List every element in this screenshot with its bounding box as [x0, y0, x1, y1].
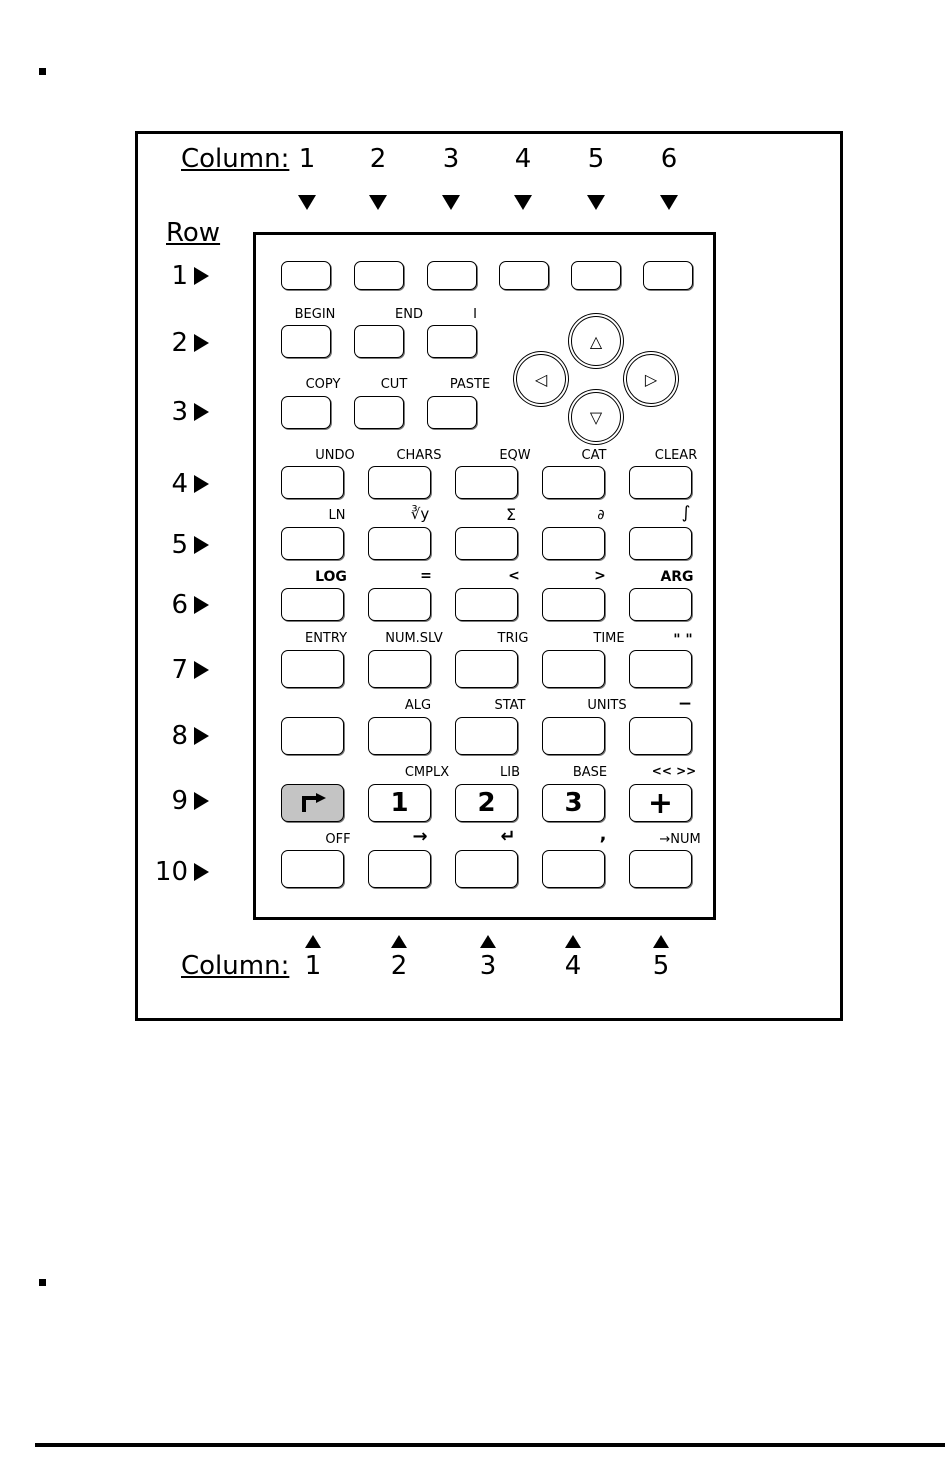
row-label-4: 4 — [171, 469, 188, 499]
shift-label: TRIG — [497, 631, 529, 646]
key-r6-c3[interactable] — [455, 588, 518, 621]
key-r8-c1[interactable] — [281, 717, 344, 755]
shift-label: CUT — [380, 377, 408, 392]
up-arrow-icon — [480, 935, 496, 948]
shift-label: CHARS — [396, 448, 442, 463]
key-r8-c3[interactable] — [455, 717, 518, 755]
row-label-5: 5 — [171, 530, 188, 560]
row-label-7: 7 — [171, 655, 188, 685]
bullet-bottom — [39, 1279, 46, 1286]
top-column-title: Column: — [181, 144, 290, 174]
bottom-column-3: 3 — [479, 951, 497, 981]
top-column-2: 2 — [369, 144, 387, 174]
key-r5-c1[interactable] — [281, 527, 344, 560]
key-r7-c5[interactable] — [629, 650, 692, 688]
right-shift-key[interactable] — [281, 784, 344, 822]
key-r8-c5[interactable] — [629, 717, 692, 755]
key-r5-c4[interactable] — [542, 527, 605, 560]
right-arrow-icon — [194, 334, 209, 352]
shift-label: STAT — [494, 698, 526, 713]
key-r1-c4[interactable] — [499, 261, 549, 290]
bottom-column-title: Column: — [181, 951, 290, 981]
right-arrow-key[interactable] — [626, 354, 676, 404]
key-r8-c2[interactable] — [368, 717, 431, 755]
right-arrow-icon — [194, 596, 209, 614]
row-label-2: 2 — [171, 328, 188, 358]
row-label-3: 3 — [171, 397, 188, 427]
top-column-4: 4 — [514, 144, 532, 174]
down-arrow-icon — [660, 195, 678, 210]
shift-label: CMPLX — [404, 765, 450, 780]
key-r3-c1[interactable] — [281, 396, 331, 429]
right-arrow-icon — [194, 661, 209, 679]
shift-label: ∂ — [597, 507, 605, 523]
up-arrow-icon — [391, 935, 407, 948]
up-arrow-icon — [565, 935, 581, 948]
key-plus[interactable]: + — [629, 784, 692, 822]
key-r4-c2[interactable] — [368, 466, 431, 499]
shift-label: BASE — [572, 765, 608, 780]
key-1[interactable]: 1 — [368, 784, 431, 822]
shift-label: →NUM — [659, 832, 701, 847]
shift-label: ARG — [660, 569, 694, 585]
bottom-column-5: 5 — [652, 951, 670, 981]
right-arrow-icon — [194, 792, 209, 810]
right-arrow-icon — [194, 536, 209, 554]
shift-label: = — [420, 568, 432, 584]
shift-label: " " — [673, 632, 693, 648]
shift-label: < — [508, 568, 520, 584]
down-arrow-icon — [587, 195, 605, 210]
key-r10-c4[interactable] — [542, 850, 605, 888]
shift-label: COPY — [305, 377, 341, 392]
bottom-column-1: 1 — [304, 951, 322, 981]
direction-pad — [513, 316, 679, 444]
row-label-10: 10 — [154, 857, 188, 887]
shift-label: LOG — [315, 569, 347, 585]
key-r5-c5[interactable] — [629, 527, 692, 560]
down-arrow-key[interactable] — [571, 392, 621, 442]
shift-label: Σ — [505, 505, 517, 524]
shift-label: CLEAR — [654, 448, 698, 463]
key-r7-c3[interactable] — [455, 650, 518, 688]
key-r3-c3[interactable] — [427, 396, 477, 429]
enter-return-label-icon: ↵ — [500, 826, 516, 847]
up-arrow-icon — [653, 935, 669, 948]
key-2[interactable]: 2 — [455, 784, 518, 822]
key-r10-c5[interactable] — [629, 850, 692, 888]
shift-label: PASTE — [449, 377, 491, 392]
row-label-1: 1 — [171, 261, 188, 291]
shift-label: LN — [328, 508, 346, 523]
up-arrow-icon — [305, 935, 321, 948]
shift-label: TIME — [593, 631, 625, 646]
key-r7-c1[interactable] — [281, 650, 344, 688]
shift-label: − — [677, 694, 693, 714]
bottom-column-2: 2 — [390, 951, 408, 981]
up-triangle-icon: △ — [589, 331, 603, 351]
right-arrow-icon — [194, 863, 209, 881]
key-r1-c5[interactable] — [571, 261, 621, 290]
shift-label: , — [599, 824, 607, 845]
left-arrow-key[interactable] — [516, 354, 566, 404]
down-arrow-icon — [514, 195, 532, 210]
right-arrow-icon — [194, 403, 209, 421]
key-r10-c2[interactable] — [368, 850, 431, 888]
shift-label: ∫ — [681, 503, 691, 523]
down-triangle-icon: ▽ — [589, 407, 603, 427]
shift-label: UNITS — [587, 698, 627, 713]
row-label-6: 6 — [171, 590, 188, 620]
top-column-5: 5 — [587, 144, 605, 174]
down-arrow-icon — [369, 195, 387, 210]
row-label-8: 8 — [171, 721, 188, 751]
left-triangle-icon: ◁ — [534, 369, 548, 389]
right-arrow-icon — [194, 475, 209, 493]
key-r3-c2[interactable] — [354, 396, 404, 429]
key-r6-c4[interactable] — [542, 588, 605, 621]
shift-label: ENTRY — [304, 631, 348, 646]
top-column-6: 6 — [660, 144, 678, 174]
shift-label: ∛y — [410, 505, 430, 523]
key-r4-c4[interactable] — [542, 466, 605, 499]
row-title: Row — [166, 218, 221, 248]
shift-label: << >> — [651, 764, 697, 778]
shift-label: ALG — [404, 698, 432, 713]
key-r2-c2[interactable] — [354, 325, 404, 358]
bullet-top — [39, 68, 46, 75]
key-r6-c5[interactable] — [629, 588, 692, 621]
right-arrow-label-icon: → — [412, 826, 428, 847]
down-arrow-icon — [442, 195, 460, 210]
shift-label: END — [395, 307, 423, 322]
key-r1-c6[interactable] — [643, 261, 693, 290]
right-triangle-icon: ▷ — [644, 369, 658, 389]
key-r2-c1[interactable] — [281, 325, 331, 358]
bottom-column-4: 4 — [564, 951, 582, 981]
shift-label: EQW — [499, 448, 531, 463]
key-r5-c3[interactable] — [455, 527, 518, 560]
shift-label: UNDO — [315, 448, 355, 463]
bottom-rule — [35, 1443, 945, 1447]
shift-label: I — [473, 307, 477, 322]
key-r4-c3[interactable] — [455, 466, 518, 499]
shift-label: > — [594, 568, 606, 584]
key-3[interactable]: 3 — [542, 784, 605, 822]
key-r10-c3[interactable] — [455, 850, 518, 888]
up-arrow-key[interactable] — [571, 316, 621, 366]
key-r10-c1[interactable] — [281, 850, 344, 888]
key-r8-c4[interactable] — [542, 717, 605, 755]
key-r1-c3[interactable] — [427, 261, 477, 290]
shift-label: OFF — [325, 832, 351, 847]
down-arrow-icon — [298, 195, 316, 210]
key-r2-c3[interactable] — [427, 325, 477, 358]
key-r4-c1[interactable] — [281, 466, 344, 499]
shift-label: CAT — [581, 448, 607, 463]
key-r6-c2[interactable] — [368, 588, 431, 621]
top-column-1: 1 — [298, 144, 316, 174]
row-label-9: 9 — [171, 786, 188, 816]
key-r6-c1[interactable] — [281, 588, 344, 621]
right-arrow-icon — [194, 267, 209, 285]
shift-label: LIB — [500, 765, 520, 780]
key-r7-c4[interactable] — [542, 650, 605, 688]
key-r1-c1[interactable] — [281, 261, 331, 290]
key-r1-c2[interactable] — [354, 261, 404, 290]
top-column-3: 3 — [442, 144, 460, 174]
right-shift-arrow-icon — [298, 792, 328, 814]
key-r7-c2[interactable] — [368, 650, 431, 688]
key-r5-c2[interactable] — [368, 527, 431, 560]
right-arrow-icon — [194, 727, 209, 745]
shift-label: NUM.SLV — [385, 631, 443, 646]
shift-label: BEGIN — [294, 307, 336, 322]
key-r4-c5[interactable] — [629, 466, 692, 499]
